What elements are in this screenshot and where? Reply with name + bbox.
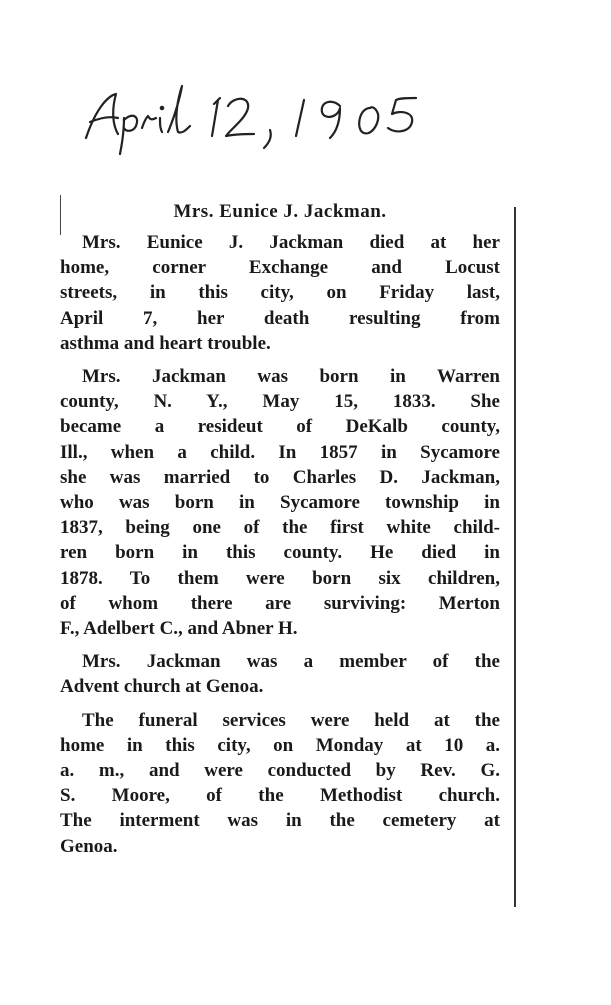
text-line: S. Moore, of the Methodist church. (60, 785, 500, 807)
text-line: home, corner Exchange and Locust (60, 257, 500, 279)
paragraph-1 (60, 230, 500, 356)
text-line: Ill., when a child. In 1857 in Sycamore (60, 441, 500, 463)
text-line: 1837, being one of the first white child- (60, 517, 500, 539)
text-line: The funeral services were held at the (82, 709, 500, 731)
text-line: Mrs. Eunice J. Jackman died at her (82, 232, 500, 253)
newspaper-clipping (60, 195, 516, 905)
text-line: 1878. To them were born six children, (60, 567, 500, 589)
paragraph-3 (60, 649, 500, 699)
text-line: Mrs. Jackman was born in Warren (82, 366, 500, 388)
handwritten-date (78, 78, 448, 158)
text-line: who was born in Sycamore township in (60, 492, 500, 514)
text-line: F., Adelbert C., and Abner H. (60, 618, 298, 640)
text-line: she was married to Charles D. Jackman, (60, 466, 500, 488)
text-line: ren born in this county. He died in (60, 542, 500, 564)
text-line: of whom there are surviving: Merton (60, 592, 500, 614)
text-line: The interment was in the cemetery at (60, 810, 500, 832)
text-line: April 7, her death resulting from (60, 307, 500, 329)
column-rule-right (514, 207, 516, 907)
obituary-headline: Mrs. Eunice J. Jackman. (173, 201, 387, 222)
obituary-body (60, 230, 500, 859)
text-line: Genoa. (60, 835, 118, 857)
text-line: Advent church at Genoa. (60, 676, 264, 698)
text-line: Mrs. Jackman was a member of the (82, 651, 500, 673)
text-line: a. m., and were conducted by Rev. G. (60, 760, 500, 782)
paragraph-4 (60, 708, 500, 859)
text-line: home in this city, on Monday at 10 a. (60, 734, 500, 756)
paragraph-2 (60, 364, 500, 641)
handwritten-date-signature (78, 78, 448, 158)
text-line: became a resideut of DeKalb county, (60, 416, 500, 438)
text-line: streets, in this city, on Friday last, (60, 282, 500, 304)
text-line: county, N. Y., May 15, 1833. She (60, 391, 500, 413)
text-line: asthma and heart trouble. (60, 332, 271, 354)
